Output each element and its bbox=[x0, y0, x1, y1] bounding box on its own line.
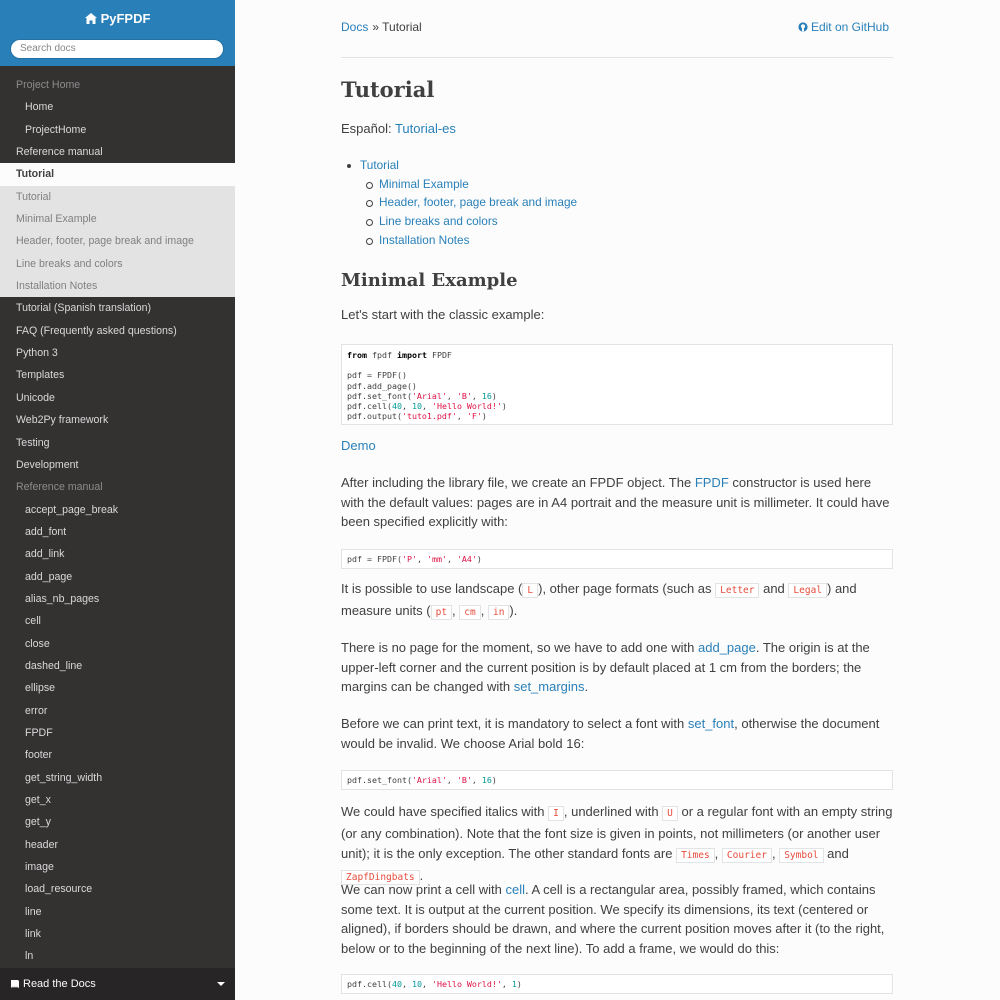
text: , bbox=[714, 846, 722, 861]
sidebar-item-tutorial[interactable]: Tutorial bbox=[0, 186, 235, 208]
code-token: , bbox=[456, 411, 467, 422]
sidebar-nav bbox=[0, 66, 235, 968]
literal-courier: Courier bbox=[722, 848, 772, 863]
text: Before we can print text, it is mandatory to select a font with bbox=[341, 716, 688, 731]
sidebar-item-faq-frequently-asked-questions[interactable]: FAQ (Frequently asked questions) bbox=[16, 324, 177, 337]
code-token: 'B' bbox=[456, 775, 472, 785]
literal-zapfdingbats: ZapfDingbats bbox=[341, 870, 420, 885]
code-line bbox=[347, 381, 887, 391]
text: ) and measure units ( bbox=[341, 581, 857, 618]
sidebar-item-get-y[interactable]: get_y bbox=[25, 816, 51, 829]
code-token: 'Hello World!' bbox=[431, 979, 502, 989]
text: ), other page formats (such as bbox=[538, 581, 716, 596]
book-icon bbox=[10, 979, 20, 989]
code-token: pdf = FPDF( bbox=[347, 554, 402, 564]
code-token: , bbox=[421, 400, 432, 411]
tutorial-es-link[interactable]: Tutorial-es bbox=[394, 121, 456, 136]
code-token: 'F' bbox=[466, 411, 482, 422]
paragraph-italics bbox=[341, 802, 893, 888]
sidebar-item-dashed-line[interactable]: dashed_line bbox=[25, 659, 83, 672]
sidebar-item-home[interactable]: Home bbox=[25, 101, 54, 114]
text: It is possible to use landscape ( bbox=[341, 581, 523, 596]
breadcrumb-current: Tutorial bbox=[382, 20, 422, 34]
sidebar-item-line[interactable]: line bbox=[25, 905, 42, 918]
code-token: from bbox=[347, 350, 367, 360]
code-token: ) bbox=[481, 411, 487, 422]
paragraph-intro: Let's start with the classic example: bbox=[341, 307, 545, 322]
literal-U: U bbox=[662, 806, 678, 821]
sidebar-item-reference-manual[interactable]: Reference manual bbox=[16, 146, 103, 159]
code-token: FPDF bbox=[426, 350, 452, 360]
paragraph-cell bbox=[341, 880, 893, 958]
sidebar-item-testing[interactable]: Testing bbox=[16, 436, 50, 449]
text: or a regular font with an empty string (or any combination). Note that the font size is given in points, not millimeters (or another user unit); it is the only exception. The other standard fonts are bbox=[341, 804, 893, 861]
page-title: Tutorial bbox=[341, 77, 435, 102]
sidebar-item-header[interactable]: header bbox=[25, 838, 58, 851]
brand-link[interactable] bbox=[85, 10, 151, 26]
code-token: pdf.set_font( bbox=[347, 775, 412, 785]
code-token: 10 bbox=[411, 400, 422, 411]
set-font-link[interactable]: set_font bbox=[687, 716, 735, 731]
code-token: import bbox=[396, 350, 427, 360]
breadcrumb-separator: » bbox=[372, 20, 380, 34]
sidebar-item-projecthome[interactable]: ProjectHome bbox=[25, 123, 87, 136]
sidebar-item-link[interactable]: link bbox=[25, 928, 41, 941]
sidebar-item-ellipse[interactable]: ellipse bbox=[25, 682, 56, 695]
brand-label: PyFPDF bbox=[100, 10, 151, 26]
literal-in: in bbox=[488, 605, 509, 620]
text: . bbox=[584, 679, 589, 694]
code-token: 'Hello World!' bbox=[431, 400, 502, 411]
fpdf-link[interactable]: FPDF bbox=[694, 475, 729, 490]
sidebar bbox=[0, 0, 235, 1000]
code-token: pdf = FPDF() bbox=[347, 370, 407, 381]
code-token: pdf.output( bbox=[347, 411, 402, 422]
sidebar-item-fpdf[interactable]: FPDF bbox=[25, 726, 53, 739]
code-token: pdf.set_font( bbox=[347, 390, 412, 401]
literal-I: I bbox=[548, 806, 564, 821]
sidebar-item-add-page[interactable]: add_page bbox=[25, 570, 73, 583]
text: , bbox=[480, 603, 488, 618]
literal-symbol: Symbol bbox=[779, 848, 823, 863]
code-token: , bbox=[471, 775, 482, 785]
edit-on-github-link[interactable] bbox=[798, 20, 889, 34]
sidebar-item-web2py-framework[interactable]: Web2Py framework bbox=[16, 414, 109, 427]
sidebar-item-load-resource[interactable]: load_resource bbox=[25, 883, 93, 896]
code-line bbox=[347, 401, 887, 411]
breadcrumb-divider bbox=[341, 57, 893, 58]
literal-cm: cm bbox=[459, 605, 480, 620]
read-the-docs-bar[interactable] bbox=[0, 968, 235, 1000]
code-token: ) bbox=[516, 979, 522, 989]
code-token: 'tuto1.pdf' bbox=[401, 411, 457, 422]
code-token: 40 bbox=[391, 979, 402, 989]
code-token: , bbox=[446, 390, 457, 401]
text: . bbox=[419, 868, 424, 883]
rtd-label: Read the Docs bbox=[23, 978, 96, 990]
sidebar-item-add-font[interactable]: add_font bbox=[25, 525, 67, 538]
code-block-cell bbox=[341, 974, 893, 994]
literal-letter: Letter bbox=[715, 583, 759, 598]
code-token: pdf.add_page() bbox=[347, 380, 417, 391]
search-input[interactable] bbox=[10, 39, 224, 59]
code-token: , bbox=[416, 554, 427, 564]
table-of-contents bbox=[341, 156, 577, 249]
sidebar-item-reference-manual: Reference manual bbox=[16, 481, 103, 494]
code-token: 'mm' bbox=[426, 554, 447, 564]
code-token: 'B' bbox=[456, 390, 472, 401]
paragraph-add-page bbox=[341, 638, 893, 697]
paragraph-landscape bbox=[341, 579, 893, 623]
espanol-line bbox=[341, 119, 893, 139]
code-line bbox=[347, 370, 887, 380]
edit-on-github-label: Edit on GitHub bbox=[810, 20, 889, 34]
toc-link-header-footer-page-break-and-image[interactable]: Header, footer, page break and image bbox=[341, 193, 577, 212]
sidebar-item-image[interactable]: image bbox=[25, 861, 54, 874]
literal-times: Times bbox=[676, 848, 715, 863]
sidebar-header bbox=[0, 0, 235, 66]
code-line bbox=[347, 775, 887, 785]
sidebar-item-python-3[interactable]: Python 3 bbox=[16, 347, 58, 360]
text: After including the library file, we create an FPDF object. The bbox=[341, 475, 695, 490]
set-margins-link[interactable]: set_margins bbox=[513, 679, 585, 694]
sidebar-item-get-x[interactable]: get_x bbox=[25, 794, 51, 806]
sidebar-item-line-breaks-and-colors[interactable]: Line breaks and colors bbox=[0, 253, 235, 275]
code-token: , bbox=[446, 775, 457, 785]
sidebar-item-alias-nb-pages[interactable]: alias_nb_pages bbox=[25, 592, 100, 605]
text: . A cell is a rectangular area, possibly framed, which contains some text. It is output at the current position. We specify its dimensions, its text (centered or aligned), if borders should be drawn, and where the current position moves after it (to the right, below or to the beginning of the next line). To add a frame, we would do this: bbox=[341, 882, 885, 956]
code-line bbox=[347, 360, 887, 370]
sidebar-item-ln[interactable]: ln bbox=[25, 950, 34, 963]
code-token: pdf.cell( bbox=[347, 979, 392, 989]
code-token: 'A4' bbox=[456, 554, 477, 564]
text: and bbox=[759, 581, 789, 596]
text: We can now print a cell with bbox=[341, 882, 506, 897]
literal-pt: pt bbox=[431, 605, 452, 620]
breadcrumb bbox=[341, 20, 893, 36]
code-block-set-font bbox=[341, 770, 893, 790]
literal-L: L bbox=[522, 583, 538, 598]
code-line bbox=[347, 979, 887, 989]
sidebar-item-error[interactable]: error bbox=[25, 704, 48, 717]
code-token: , bbox=[501, 979, 512, 989]
code-token: 'Arial' bbox=[411, 390, 447, 401]
text: , bbox=[771, 846, 780, 861]
text: , underlined with bbox=[563, 804, 663, 819]
code-line bbox=[347, 411, 887, 421]
add-page-link[interactable]: add_page bbox=[698, 640, 756, 655]
code-token: 'P' bbox=[401, 554, 417, 564]
toc-link-line-breaks-and-colors[interactable]: Line breaks and colors bbox=[341, 212, 577, 231]
paragraph-set-font bbox=[341, 714, 893, 753]
code-token: 16 bbox=[481, 390, 492, 401]
sidebar-item-templates[interactable]: Templates bbox=[16, 369, 65, 382]
code-block-minimal bbox=[341, 344, 893, 425]
text: ). bbox=[509, 603, 518, 618]
sidebar-item-footer[interactable]: footer bbox=[25, 749, 53, 762]
code-token: 40 bbox=[391, 400, 402, 411]
sidebar-item-installation-notes[interactable]: Installation Notes bbox=[0, 275, 235, 297]
home-icon bbox=[85, 13, 97, 24]
text: , otherwise the document would be invalid. We choose Arial bold 16: bbox=[341, 716, 880, 751]
code-block-fpdf-constructor bbox=[341, 549, 893, 569]
code-token: , bbox=[446, 554, 457, 564]
toc-link-tutorial[interactable]: Tutorial bbox=[341, 156, 577, 175]
code-token: 'Arial' bbox=[411, 775, 447, 785]
code-token: pdf.cell( bbox=[347, 400, 392, 411]
code-token: ) bbox=[501, 400, 507, 411]
sidebar-item-development[interactable]: Development bbox=[16, 458, 79, 471]
text: and bbox=[823, 846, 849, 861]
text: There is no page for the moment, so we have to add one with bbox=[341, 640, 698, 655]
text: . The origin is at the upper-left corner and the current position is by default placed at 1 cm from the borders; the margins can be changed with bbox=[341, 640, 870, 694]
code-token: ) bbox=[491, 775, 497, 785]
code-token: , bbox=[401, 400, 412, 411]
code-token: , bbox=[401, 979, 412, 989]
sidebar-item-unicode[interactable]: Unicode bbox=[16, 391, 55, 404]
code-token: 10 bbox=[411, 979, 422, 989]
espanol-prefix: Español: bbox=[341, 121, 395, 136]
code-token: 16 bbox=[481, 775, 492, 785]
code-line bbox=[347, 350, 887, 360]
literal-legal: Legal bbox=[788, 583, 827, 598]
sidebar-item-close[interactable]: close bbox=[25, 637, 50, 650]
code-token: , bbox=[421, 979, 432, 989]
sidebar-item-tutorial-spanish-translation[interactable]: Tutorial (Spanish translation) bbox=[16, 302, 152, 315]
text: We could have specified italics with bbox=[341, 804, 549, 819]
code-token: 1 bbox=[511, 979, 517, 989]
code-line bbox=[347, 554, 887, 564]
github-icon bbox=[798, 22, 808, 32]
cell-link[interactable]: cell bbox=[505, 882, 526, 897]
code-line bbox=[347, 391, 887, 401]
code-token: , bbox=[471, 390, 482, 401]
toc-link-minimal-example[interactable]: Minimal Example bbox=[341, 175, 577, 194]
demo-link[interactable]: Demo bbox=[341, 438, 376, 453]
sidebar-item-cell[interactable]: cell bbox=[25, 615, 41, 628]
breadcrumb-docs-link[interactable]: Docs bbox=[341, 20, 369, 34]
code-token: ) bbox=[476, 554, 482, 564]
toc-link-installation-notes[interactable]: Installation Notes bbox=[341, 231, 577, 250]
sidebar-item-header-footer-page-break-and-image[interactable]: Header, footer, page break and image bbox=[0, 230, 235, 252]
sidebar-item-minimal-example[interactable]: Minimal Example bbox=[0, 208, 235, 230]
text: , bbox=[452, 603, 460, 618]
sidebar-item-add-link[interactable]: add_link bbox=[25, 548, 65, 561]
code-token: fpdf bbox=[366, 350, 397, 360]
caret-down-icon bbox=[217, 982, 225, 986]
section-heading-minimal-example: Minimal Example bbox=[341, 270, 518, 291]
sidebar-item-get-string-width[interactable]: get_string_width bbox=[25, 771, 103, 784]
paragraph-fpdf-object bbox=[341, 473, 893, 532]
demo-line bbox=[341, 436, 893, 456]
text: constructor is used here with the default values: pages are in A4 portrait and the measure unit is millimeter. It could have been specified explicitly with: bbox=[341, 475, 890, 529]
sidebar-item-tutorial[interactable]: Tutorial bbox=[0, 163, 235, 185]
sidebar-item-accept-page-break[interactable]: accept_page_break bbox=[25, 503, 119, 516]
code-token: ) bbox=[491, 390, 497, 401]
sidebar-item-project-home: Project Home bbox=[16, 79, 81, 91]
